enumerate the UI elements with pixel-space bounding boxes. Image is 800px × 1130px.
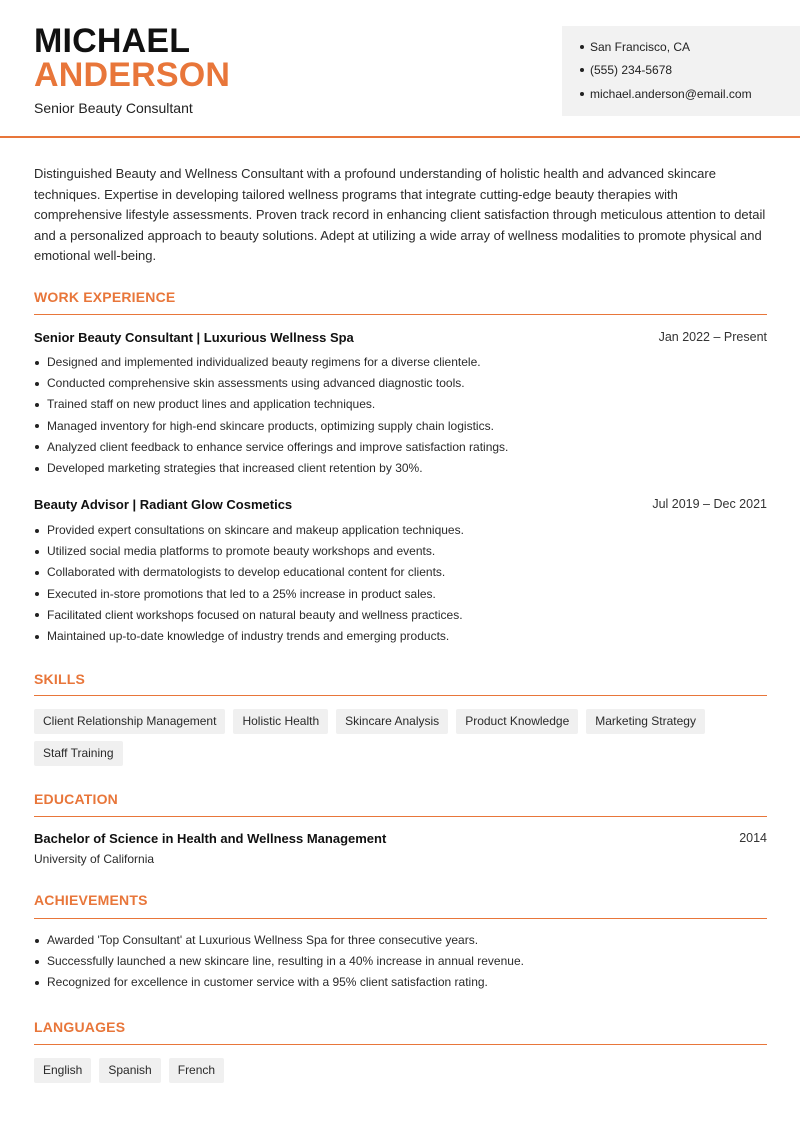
graduation-year: 2014 bbox=[739, 831, 767, 845]
skills-row bbox=[34, 709, 705, 734]
section-title-languages: LANGUAGES bbox=[34, 1019, 126, 1035]
contact-email bbox=[580, 87, 752, 101]
contact-location bbox=[580, 40, 690, 54]
school: University of California bbox=[34, 852, 155, 866]
list-item bbox=[34, 394, 767, 415]
language-tag: Spanish bbox=[99, 1058, 160, 1083]
bullet-text: Facilitated client workshops focused on natural beauty and wellness practices. bbox=[47, 607, 463, 622]
bullet-text: Collaborated with dermatologists to develop educational content for clients. bbox=[47, 565, 446, 580]
bullet-icon bbox=[35, 382, 39, 386]
bullet-text: Maintained up-to-date knowledge of industry trends and emerging products. bbox=[47, 629, 450, 644]
bullet-icon bbox=[35, 424, 39, 428]
list-item bbox=[34, 520, 767, 541]
contact-box bbox=[562, 26, 800, 116]
bullet-icon bbox=[35, 571, 39, 575]
list-item bbox=[34, 437, 767, 458]
last-name: ANDERSON bbox=[34, 56, 231, 94]
list-item bbox=[34, 605, 767, 626]
bullet-icon bbox=[35, 467, 39, 471]
section-divider bbox=[34, 918, 767, 919]
bullet-icon bbox=[35, 529, 39, 533]
section-title-achievements: ACHIEVEMENTS bbox=[34, 892, 148, 908]
languages-row bbox=[34, 1058, 224, 1083]
achievement-bullets bbox=[34, 930, 767, 994]
bullet-text: Provided expert consultations on skincare and makeup application techniques. bbox=[47, 523, 464, 537]
skill-tag: Holistic Health bbox=[233, 709, 328, 734]
job-header bbox=[34, 330, 767, 345]
list-item bbox=[34, 373, 767, 394]
bullet-text: Executed in-store promotions that led to a 25% increase in product sales. bbox=[47, 586, 436, 601]
list-item bbox=[34, 458, 767, 479]
section-divider bbox=[34, 314, 767, 315]
job-dates: Jan 2022 – Present bbox=[658, 330, 767, 344]
bullet-icon bbox=[35, 981, 39, 985]
bullet-text: Developed marketing strategies that increased client retention by 30%. bbox=[47, 461, 423, 476]
language-tag: English bbox=[34, 1058, 91, 1083]
bullet-text: Trained staff on new product lines and application techniques. bbox=[47, 397, 376, 412]
list-item bbox=[34, 562, 767, 583]
language-tag: French bbox=[169, 1058, 224, 1083]
bullet-icon bbox=[35, 613, 39, 617]
bullet-text: Utilized social media platforms to promote beauty workshops and events. bbox=[47, 544, 436, 559]
bullet-text: Conducted comprehensive skin assessments using advanced diagnostic tools. bbox=[47, 376, 465, 391]
degree: Bachelor of Science in Health and Wellness Management bbox=[34, 831, 387, 846]
job-role: Senior Beauty Consultant | Luxurious Wellness Spa bbox=[34, 330, 354, 345]
section-title-work: WORK EXPERIENCE bbox=[34, 289, 176, 305]
section-divider bbox=[34, 1044, 767, 1045]
list-item bbox=[34, 951, 767, 972]
job-bullets bbox=[34, 520, 767, 647]
job-title: Senior Beauty Consultant bbox=[34, 100, 193, 116]
location-text: San Francisco, CA bbox=[590, 40, 691, 54]
list-item bbox=[34, 626, 767, 647]
list-item bbox=[34, 416, 767, 437]
bullet-icon bbox=[580, 45, 584, 49]
professional-summary: Distinguished Beauty and Wellness Consultant with a profound understanding of holistic health and advanced skincare techniques. Expertise in developing tailored wellness programs that integrate cutting-edge beauty therapies with comprehensive lifestyle assessments. Proven track record in enhancing client satisfaction through meticulous attention to detail and a personalized approach to beauty solutions. Adept at utilizing a wide array of wellness modalities to promote physical and emotional well-being. bbox=[34, 166, 766, 263]
bullet-icon bbox=[35, 939, 39, 943]
phone-text: (555) 234-5678 bbox=[590, 63, 673, 77]
list-item bbox=[34, 930, 767, 951]
bullet-text: Awarded 'Top Consultant' at Luxurious Wellness Spa for three consecutive years. bbox=[47, 933, 479, 947]
bullet-icon bbox=[35, 550, 39, 554]
job-bullets bbox=[34, 352, 767, 479]
bullet-icon bbox=[35, 445, 39, 449]
bullet-text: Designed and implemented individualized beauty regimens for a diverse clientele. bbox=[47, 355, 481, 369]
job-header bbox=[34, 497, 767, 512]
bullet-icon bbox=[35, 361, 39, 365]
resume-header bbox=[0, 0, 800, 138]
list-item bbox=[34, 584, 767, 605]
section-divider bbox=[34, 816, 767, 817]
job-role: Beauty Advisor | Radiant Glow Cosmetics bbox=[34, 497, 293, 512]
email-text: michael.anderson@email.com bbox=[590, 87, 752, 101]
skill-tag: Marketing Strategy bbox=[586, 709, 705, 734]
bullet-icon bbox=[35, 635, 39, 639]
skill-tag: Skincare Analysis bbox=[336, 709, 448, 734]
skill-tag: Client Relationship Management bbox=[34, 709, 225, 734]
education-header bbox=[34, 831, 767, 846]
list-item bbox=[34, 352, 767, 373]
skills-row bbox=[34, 741, 123, 766]
contact-phone bbox=[580, 63, 672, 77]
skill-tag: Staff Training bbox=[34, 741, 123, 766]
bullet-icon bbox=[35, 960, 39, 964]
list-item bbox=[34, 541, 767, 562]
bullet-text: Recognized for excellence in customer service with a 95% client satisfaction rating. bbox=[47, 975, 488, 990]
section-title-skills: SKILLS bbox=[34, 671, 85, 687]
skill-tag: Product Knowledge bbox=[456, 709, 578, 734]
bullet-text: Successfully launched a new skincare line, resulting in a 40% increase in annual revenue. bbox=[47, 954, 524, 969]
bullet-icon bbox=[580, 68, 584, 72]
first-name: MICHAEL bbox=[34, 22, 191, 60]
section-divider bbox=[34, 695, 767, 696]
bullet-icon bbox=[580, 92, 584, 96]
job-dates: Jul 2019 – Dec 2021 bbox=[652, 497, 767, 511]
bullet-icon bbox=[35, 592, 39, 596]
bullet-text: Analyzed client feedback to enhance service offerings and improve satisfaction ratings. bbox=[47, 439, 509, 454]
list-item bbox=[34, 972, 767, 993]
bullet-text: Managed inventory for high-end skincare products, optimizing supply chain logistics. bbox=[47, 418, 494, 433]
bullet-icon bbox=[35, 403, 39, 407]
section-title-education: EDUCATION bbox=[34, 791, 118, 807]
